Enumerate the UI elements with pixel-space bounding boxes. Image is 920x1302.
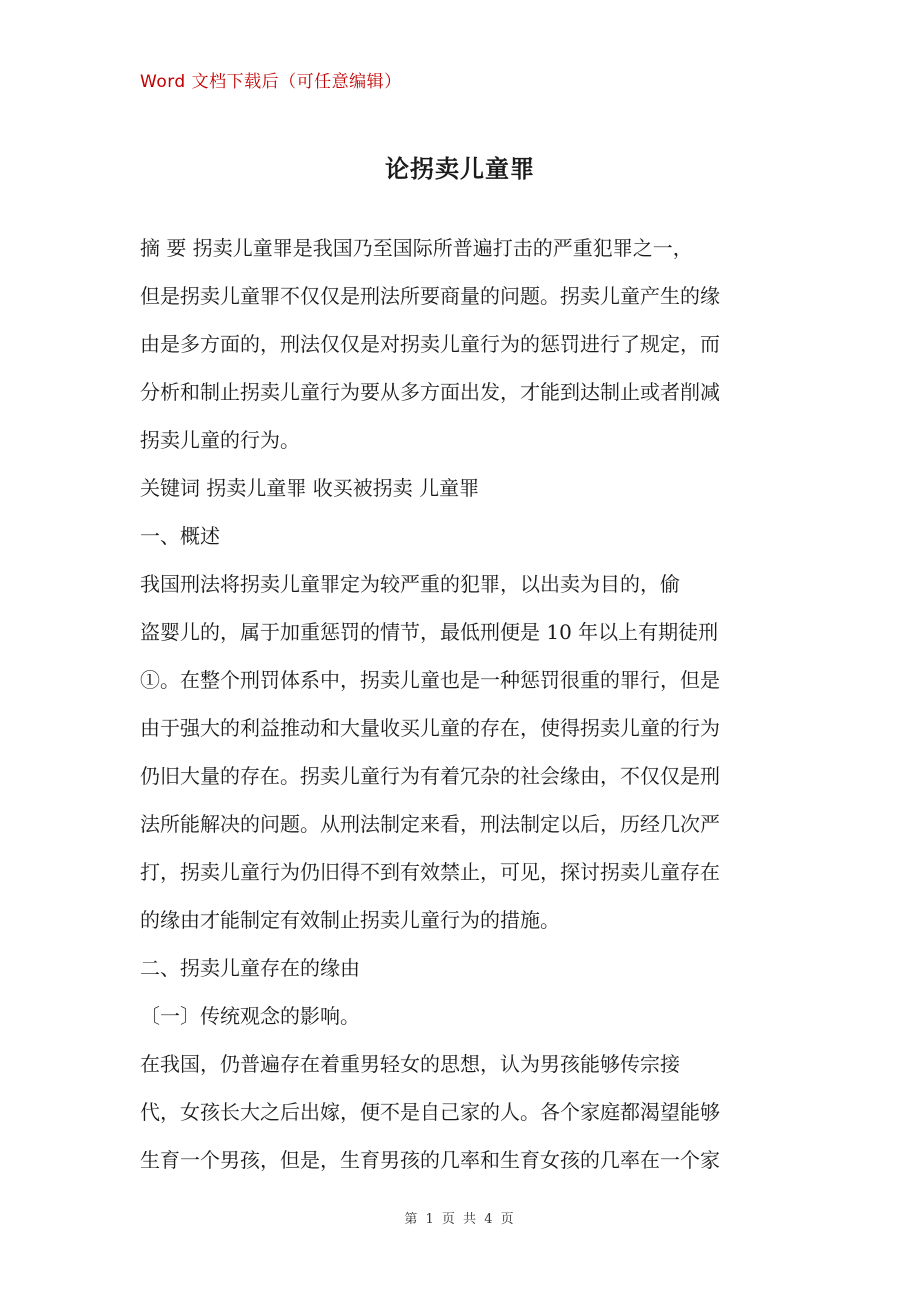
download-note: Word 文档下载后（可任意编辑） (140, 72, 402, 92)
text-line: 法所能解决的问题。从刑法制定来看，刑法制定以后，历经几次严 (140, 812, 720, 836)
text-line: 打，拐卖儿童行为仍旧得不到有效禁止，可见，探讨拐卖儿童存在 (140, 860, 720, 884)
keywords-line: 关键词 拐卖儿童罪 收买被拐卖 儿童罪 (140, 476, 480, 500)
text-line: 生育一个男孩，但是，生育男孩的几率和生育女孩的几率在一个家 (140, 1148, 720, 1172)
page-number: 第 1 页 共 4 页 (404, 1212, 516, 1227)
subsection-heading: 〔一〕传统观念的影响。 (140, 1004, 360, 1028)
text-line: ①。在整个刑罚体系中，拐卖儿童也是一种惩罚很重的罪行，但是 (140, 668, 720, 692)
text-line: 分析和制止拐卖儿童行为要从多方面出发，才能到达制止或者削减 (140, 380, 720, 404)
text-line: 在我国，仍普遍存在着重男轻女的思想，认为男孩能够传宗接 (140, 1052, 680, 1076)
section-heading: 二、拐卖儿童存在的缘由 (140, 956, 360, 980)
text-line: 仍旧大量的存在。拐卖儿童行为有着冗杂的社会缘由，不仅仅是刑 (140, 764, 720, 788)
section-heading: 一、概述 (140, 524, 220, 548)
text-line: 的缘由才能制定有效制止拐卖儿童行为的措施。 (140, 908, 560, 932)
text-line: 摘 要 拐卖儿童罪是我国乃至国际所普遍打击的严重犯罪之一， (140, 236, 693, 260)
document-body (140, 224, 780, 1184)
text-line: 由于强大的利益推动和大量收买儿童的存在，使得拐卖儿童的行为 (140, 716, 720, 740)
text-line: 拐卖儿童的行为。 (140, 428, 300, 452)
text-line: 但是拐卖儿童罪不仅仅是刑法所要商量的问题。拐卖儿童产生的缘 (140, 284, 720, 308)
document-title: 论拐卖儿童罪 (385, 155, 535, 183)
text-line: 由是多方面的，刑法仅仅是对拐卖儿童行为的惩罚进行了规定，而 (140, 332, 720, 356)
text-line: 我国刑法将拐卖儿童罪定为较严重的犯罪，以出卖为目的，偷 (140, 572, 680, 596)
text-line: 盗婴儿的，属于加重惩罚的情节，最低刑便是 10 年以上有期徒刑 (140, 620, 719, 644)
text-line: 代，女孩长大之后出嫁，便不是自己家的人。各个家庭都渴望能够 (140, 1100, 720, 1124)
